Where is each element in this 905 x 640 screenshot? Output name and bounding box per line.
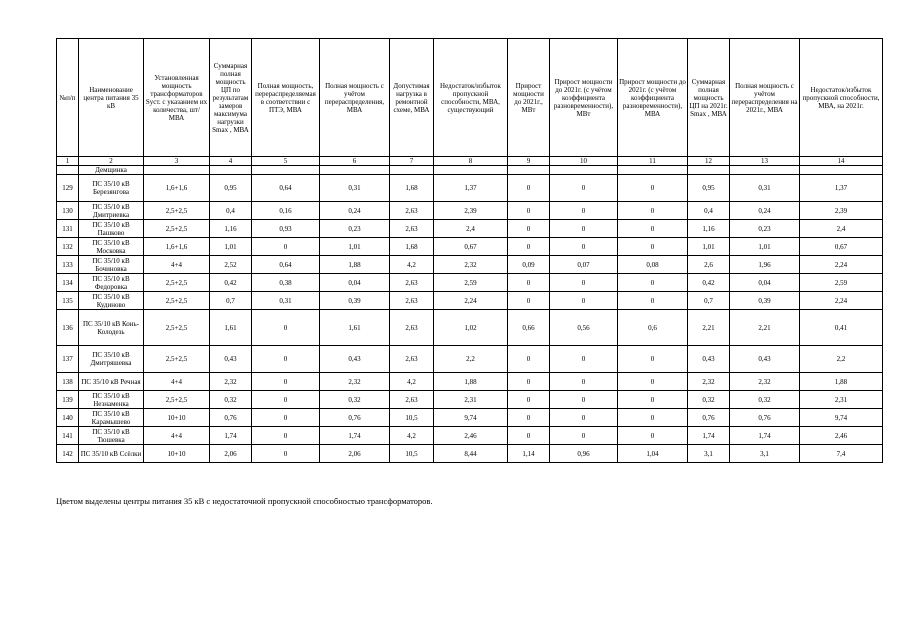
header-cell: Недостаток/избыток пропускной способности, МВА, на 2021г. [800, 39, 883, 157]
carryover-cell [252, 166, 320, 175]
value-cell: 4+4 [144, 427, 210, 445]
value-cell: 0,04 [320, 274, 390, 292]
value-cell: 0 [252, 445, 320, 463]
header-cell: Прирост мощности до 2021г., МВт [508, 39, 550, 157]
value-cell: 2,63 [390, 202, 434, 220]
value-cell: 2,32 [730, 373, 800, 391]
row-number-cell: 130 [57, 202, 79, 220]
value-cell: 0 [252, 373, 320, 391]
row-number-cell: 129 [57, 175, 79, 202]
value-cell: 2,5+2,5 [144, 346, 210, 373]
footnote: Цветом выделены центры питания 35 кВ с недостаточной пропускной способностью трансформаторов. [56, 496, 433, 506]
value-cell: 2,24 [800, 256, 883, 274]
value-cell: 1,01 [730, 238, 800, 256]
value-cell: 0,42 [210, 274, 252, 292]
header-cell: Наименование центра питания 35 кВ [79, 39, 144, 157]
value-cell: 0,16 [252, 202, 320, 220]
value-cell: 2,46 [434, 427, 508, 445]
value-cell: 1,01 [688, 238, 730, 256]
value-cell: 2,52 [210, 256, 252, 274]
value-cell: 0,4 [210, 202, 252, 220]
value-cell: 0,76 [730, 409, 800, 427]
value-cell: 0,43 [730, 346, 800, 373]
value-cell: 0 [618, 373, 688, 391]
header-cell: Полная мощность с учётом перераспределения, МВА [320, 39, 390, 157]
value-cell: 0,41 [800, 310, 883, 346]
column-number: 3 [144, 157, 210, 166]
value-cell: 1,68 [390, 175, 434, 202]
substation-name-cell: ПС 35/10 кВ Незнаменка [79, 391, 144, 409]
carryover-cell [688, 166, 730, 175]
table-row [57, 310, 883, 346]
value-cell: 0 [508, 274, 550, 292]
table-row [57, 292, 883, 310]
value-cell: 0 [252, 346, 320, 373]
value-cell: 2,39 [800, 202, 883, 220]
value-cell: 0,04 [730, 274, 800, 292]
value-cell: 0,31 [320, 175, 390, 202]
value-cell: 0,32 [688, 391, 730, 409]
value-cell: 2,5+2,5 [144, 202, 210, 220]
value-cell: 0,7 [688, 292, 730, 310]
value-cell: 0,43 [210, 346, 252, 373]
value-cell: 0,07 [550, 256, 618, 274]
value-cell: 1,74 [210, 427, 252, 445]
row-number-cell: 140 [57, 409, 79, 427]
value-cell: 2,06 [320, 445, 390, 463]
value-cell: 1,96 [730, 256, 800, 274]
value-cell: 1,88 [434, 373, 508, 391]
value-cell: 4+4 [144, 373, 210, 391]
value-cell: 1,37 [800, 175, 883, 202]
row-number-cell: 136 [57, 310, 79, 346]
value-cell: 0,43 [688, 346, 730, 373]
value-cell: 0,66 [508, 310, 550, 346]
table-body [57, 157, 883, 463]
value-cell: 0 [618, 238, 688, 256]
value-cell: 0,32 [730, 391, 800, 409]
carryover-cell [800, 166, 883, 175]
value-cell: 2,59 [434, 274, 508, 292]
value-cell: 0,43 [320, 346, 390, 373]
value-cell: 2,5+2,5 [144, 274, 210, 292]
value-cell: 2,39 [434, 202, 508, 220]
value-cell: 0 [508, 373, 550, 391]
column-number: 9 [508, 157, 550, 166]
value-cell: 2,31 [800, 391, 883, 409]
value-cell: 2,24 [800, 292, 883, 310]
value-cell: 1,16 [688, 220, 730, 238]
value-cell: 2,21 [730, 310, 800, 346]
value-cell: 0,95 [210, 175, 252, 202]
value-cell: 0,93 [252, 220, 320, 238]
carryover-cell [144, 166, 210, 175]
value-cell: 10+10 [144, 409, 210, 427]
row-number-cell: 139 [57, 391, 79, 409]
carryover-cell [508, 166, 550, 175]
value-cell: 10+10 [144, 445, 210, 463]
column-number: 10 [550, 157, 618, 166]
value-cell: 3,1 [730, 445, 800, 463]
value-cell: 1,01 [320, 238, 390, 256]
carryover-cell [618, 166, 688, 175]
value-cell: 9,74 [800, 409, 883, 427]
value-cell: 0 [550, 409, 618, 427]
value-cell: 0 [550, 274, 618, 292]
column-number: 7 [390, 157, 434, 166]
table-row [57, 391, 883, 409]
value-cell: 0 [508, 238, 550, 256]
value-cell: 0 [508, 292, 550, 310]
value-cell: 0,76 [320, 409, 390, 427]
value-cell: 0 [550, 220, 618, 238]
row-number-cell: 138 [57, 373, 79, 391]
value-cell: 0,42 [688, 274, 730, 292]
header-cell: Суммарная полная мощность ЦП по результатам замеров максимума нагрузки Smax , МВА [210, 39, 252, 157]
value-cell: 1,6+1,6 [144, 238, 210, 256]
value-cell: 4,2 [390, 373, 434, 391]
substation-name-cell: ПС 35/10 кВ Дмитряшевка [79, 346, 144, 373]
value-cell: 2,63 [390, 310, 434, 346]
header-cell: Суммарная полная мощность ЦП на 2021г. Smax , МВА [688, 39, 730, 157]
value-cell: 2,59 [800, 274, 883, 292]
value-cell: 0 [508, 220, 550, 238]
value-cell: 3,1 [688, 445, 730, 463]
value-cell: 0 [618, 346, 688, 373]
table-row [57, 427, 883, 445]
value-cell: 0 [618, 274, 688, 292]
value-cell: 1,61 [210, 310, 252, 346]
value-cell: 2,31 [434, 391, 508, 409]
value-cell: 0,4 [688, 202, 730, 220]
carryover-cell [210, 166, 252, 175]
value-cell: 0,67 [434, 238, 508, 256]
value-cell: 2,63 [390, 292, 434, 310]
substation-name-cell: ПС 35/10 кВ Дмитриевка [79, 202, 144, 220]
header-cell: Полная мощность, перераспределяемая в соответствии с ПТЭ, МВА [252, 39, 320, 157]
substation-name-cell: ПС 35/10 кВ Березянгова [79, 175, 144, 202]
value-cell: 2,32 [688, 373, 730, 391]
column-number: 11 [618, 157, 688, 166]
value-cell: 0 [550, 373, 618, 391]
column-number: 6 [320, 157, 390, 166]
value-cell: 8,44 [434, 445, 508, 463]
value-cell: 0 [508, 409, 550, 427]
value-cell: 0,23 [320, 220, 390, 238]
value-cell: 2,2 [800, 346, 883, 373]
column-number: 5 [252, 157, 320, 166]
value-cell: 2,6 [688, 256, 730, 274]
value-cell: 2,2 [434, 346, 508, 373]
table-row [57, 373, 883, 391]
substation-name-cell: ПС 35/10 кВ Конь-Колодезь [79, 310, 144, 346]
table-row [57, 346, 883, 373]
value-cell: 1,16 [210, 220, 252, 238]
value-cell: 1,68 [390, 238, 434, 256]
carryover-cell [730, 166, 800, 175]
header-row [57, 39, 883, 157]
column-number: 8 [434, 157, 508, 166]
carryover-cell [320, 166, 390, 175]
row-number-cell: 141 [57, 427, 79, 445]
carryover-cell [434, 166, 508, 175]
table-row [57, 220, 883, 238]
table-row [57, 445, 883, 463]
value-cell: 0 [550, 427, 618, 445]
value-cell: 0 [618, 391, 688, 409]
value-cell: 2,4 [434, 220, 508, 238]
value-cell: 0,24 [320, 202, 390, 220]
value-cell: 0,09 [508, 256, 550, 274]
value-cell: 2,63 [390, 391, 434, 409]
header-cell: Прирост мощности до 2021г. (с учётом коэффициента разновременности), МВА [618, 39, 688, 157]
value-cell: 1,14 [508, 445, 550, 463]
value-cell: 1,74 [688, 427, 730, 445]
value-cell: 1,01 [210, 238, 252, 256]
value-cell: 0,76 [688, 409, 730, 427]
value-cell: 0,96 [550, 445, 618, 463]
value-cell: 2,46 [800, 427, 883, 445]
table-row [57, 256, 883, 274]
value-cell: 0 [618, 175, 688, 202]
value-cell: 4,2 [390, 256, 434, 274]
value-cell: 1,61 [320, 310, 390, 346]
value-cell: 2,63 [390, 274, 434, 292]
value-cell: 1,74 [320, 427, 390, 445]
table-row [57, 238, 883, 256]
value-cell: 2,5+2,5 [144, 292, 210, 310]
value-cell: 0,23 [730, 220, 800, 238]
value-cell: 2,4 [800, 220, 883, 238]
value-cell: 0,64 [252, 256, 320, 274]
value-cell: 7,4 [800, 445, 883, 463]
table-row [57, 175, 883, 202]
value-cell: 2,63 [390, 346, 434, 373]
value-cell: 0 [508, 427, 550, 445]
capacity-table [56, 38, 883, 463]
value-cell: 0 [550, 292, 618, 310]
value-cell: 1,37 [434, 175, 508, 202]
value-cell: 0,95 [688, 175, 730, 202]
substation-name-cell: ПС 35/10 кВ Московка [79, 238, 144, 256]
table-row [57, 274, 883, 292]
value-cell: 0 [618, 409, 688, 427]
row-number-cell: 133 [57, 256, 79, 274]
carryover-cell [550, 166, 618, 175]
row-number-cell: 134 [57, 274, 79, 292]
column-number: 1 [57, 157, 79, 166]
value-cell: 1,88 [320, 256, 390, 274]
value-cell: 0 [252, 310, 320, 346]
column-number: 14 [800, 157, 883, 166]
value-cell: 0,76 [210, 409, 252, 427]
value-cell: 2,63 [390, 220, 434, 238]
header-cell: Полная мощность с учётом перераспределения на 2021г., МВА [730, 39, 800, 157]
substation-name-cell: ПС 35/10 кВ Речная [79, 373, 144, 391]
value-cell: 10,5 [390, 445, 434, 463]
value-cell: 2,24 [434, 292, 508, 310]
table-row [57, 202, 883, 220]
value-cell: 0 [550, 202, 618, 220]
value-cell: 0,31 [252, 292, 320, 310]
row-number-cell: 137 [57, 346, 79, 373]
value-cell: 1,6+1,6 [144, 175, 210, 202]
value-cell: 2,5+2,5 [144, 220, 210, 238]
column-number: 2 [79, 157, 144, 166]
value-cell: 1,02 [434, 310, 508, 346]
value-cell: 0 [508, 346, 550, 373]
value-cell: 4,2 [390, 427, 434, 445]
substation-name-cell: ПС 35/10 кВ Бочиновка [79, 256, 144, 274]
header-cell: Установленная мощность трансформаторов Sуст. с указанием их количества, шт/ МВА [144, 39, 210, 157]
value-cell: 9,74 [434, 409, 508, 427]
substation-name-cell: ПС 35/10 кВ Тюшевка [79, 427, 144, 445]
carryover-row [57, 166, 883, 175]
value-cell: 0 [508, 391, 550, 409]
value-cell: 2,32 [210, 373, 252, 391]
table-row [57, 409, 883, 427]
substation-name-cell: ПС 35/10 кВ Кудиново [79, 292, 144, 310]
value-cell: 0,24 [730, 202, 800, 220]
column-number: 12 [688, 157, 730, 166]
column-number: 13 [730, 157, 800, 166]
value-cell: 2,5+2,5 [144, 391, 210, 409]
row-number-cell: 135 [57, 292, 79, 310]
value-cell: 0 [252, 409, 320, 427]
substation-name-cell: ПС 35/10 кВ Федоровка [79, 274, 144, 292]
column-number-row [57, 157, 883, 166]
value-cell: 0,32 [320, 391, 390, 409]
value-cell: 0 [618, 220, 688, 238]
value-cell: 1,88 [800, 373, 883, 391]
value-cell: 0 [550, 346, 618, 373]
value-cell: 0 [550, 175, 618, 202]
value-cell: 2,21 [688, 310, 730, 346]
value-cell: 1,04 [618, 445, 688, 463]
value-cell: 2,5+2,5 [144, 310, 210, 346]
value-cell: 0,39 [320, 292, 390, 310]
substation-name-cell: ПС 35/10 кВ Ссёлки [79, 445, 144, 463]
value-cell: 1,74 [730, 427, 800, 445]
value-cell: 0 [252, 391, 320, 409]
value-cell: 0 [618, 427, 688, 445]
value-cell: 0 [550, 238, 618, 256]
value-cell: 0,32 [210, 391, 252, 409]
value-cell: 0 [618, 202, 688, 220]
row-number-cell: 132 [57, 238, 79, 256]
column-number: 4 [210, 157, 252, 166]
value-cell: 2,32 [434, 256, 508, 274]
value-cell: 10,5 [390, 409, 434, 427]
value-cell: 0 [508, 202, 550, 220]
value-cell: 4+4 [144, 256, 210, 274]
value-cell: 0,31 [730, 175, 800, 202]
value-cell: 0,08 [618, 256, 688, 274]
header-cell: №п/п [57, 39, 79, 157]
value-cell: 0,64 [252, 175, 320, 202]
value-cell: 0 [618, 292, 688, 310]
value-cell: 0,39 [730, 292, 800, 310]
row-number-cell: 131 [57, 220, 79, 238]
value-cell: 0,56 [550, 310, 618, 346]
carryover-cell [390, 166, 434, 175]
value-cell: 0,38 [252, 274, 320, 292]
header-cell: Недостаток/избыток пропускной способности, МВА, существующий [434, 39, 508, 157]
value-cell: 0 [252, 427, 320, 445]
value-cell: 0,67 [800, 238, 883, 256]
header-cell: Допустимая нагрузка в ремонтной схеме, МВА [390, 39, 434, 157]
substation-name-cell: ПС 35/10 кВ Пашково [79, 220, 144, 238]
substation-name-cell: ПС 35/10 кВ Карамышево [79, 409, 144, 427]
header-cell: Прирост мощности до 2021г. (с учётом коэффициента разновременности), МВт [550, 39, 618, 157]
row-number-cell: 142 [57, 445, 79, 463]
value-cell: 0 [252, 238, 320, 256]
carryover-cell [57, 166, 79, 175]
capacity-table-sheet [56, 38, 882, 463]
value-cell: 0 [508, 175, 550, 202]
value-cell: 0,7 [210, 292, 252, 310]
value-cell: 0 [550, 391, 618, 409]
value-cell: 2,32 [320, 373, 390, 391]
value-cell: 0,6 [618, 310, 688, 346]
value-cell: 2,06 [210, 445, 252, 463]
carryover-name: Демщинка [79, 166, 144, 175]
